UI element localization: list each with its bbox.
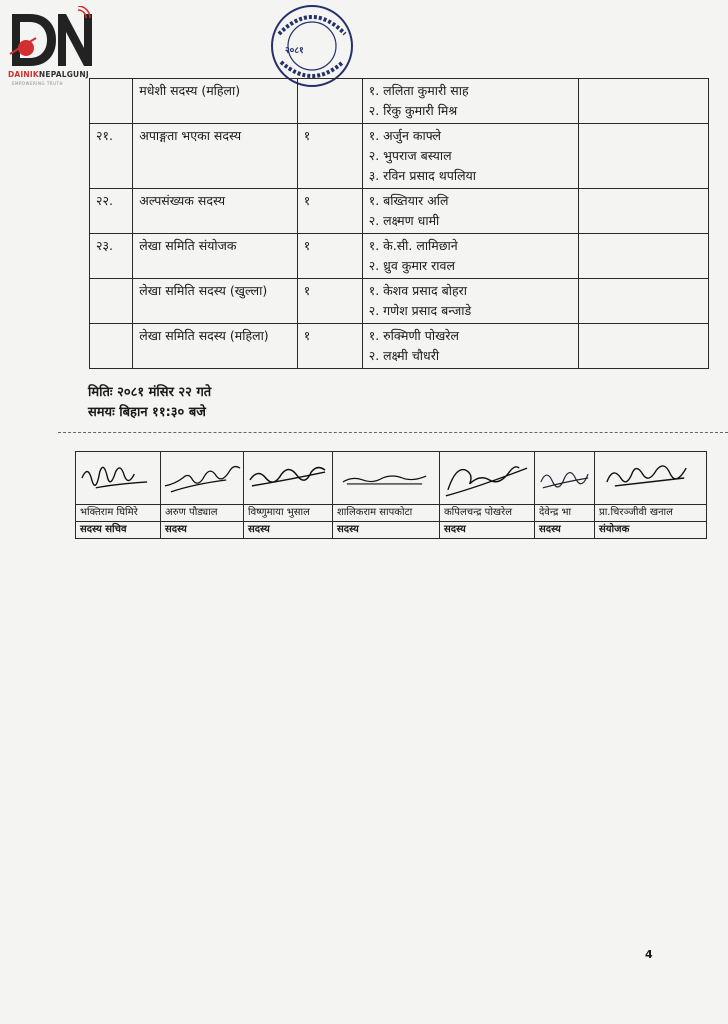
sn-cell <box>90 79 133 124</box>
candidate-name: २. लक्ष्मी चौधरी <box>368 348 440 363</box>
count-cell: १ <box>297 279 362 324</box>
names-cell <box>362 279 578 324</box>
candidate-name: २. रिंकु कुमारी मिश्र <box>368 103 458 118</box>
table-row <box>90 124 709 189</box>
post-cell: अल्पसंख्यक सदस्य <box>133 189 297 234</box>
table-row <box>90 189 709 234</box>
names-cell <box>362 79 578 124</box>
names-cell <box>362 324 578 369</box>
signature-cell <box>161 452 244 505</box>
remarks-cell <box>579 189 709 234</box>
signature-table <box>75 451 707 539</box>
table-row <box>90 234 709 279</box>
signature-icon <box>595 452 706 504</box>
signatory-name: देवेन्द्र भा <box>535 505 595 522</box>
committee-table <box>89 78 709 369</box>
signatory-name: विष्णुमाया भुसाल <box>244 505 333 522</box>
candidate-name: २. ध्रुव कुमार रावल <box>368 258 455 273</box>
logo-tagline: EMPOWERING TRUTH <box>12 81 63 86</box>
site-logo <box>6 6 102 92</box>
signature-icon <box>535 452 594 504</box>
candidate-name: १. रुक्मिणी पोखरेल <box>368 328 459 343</box>
page-number: 4 <box>645 948 653 961</box>
meeting-meta <box>88 383 211 423</box>
signatory-role: संयोजक <box>595 522 707 539</box>
sn-cell <box>90 324 133 369</box>
signatory-name: प्रा.चिरञ्जीवी खनाल <box>595 505 707 522</box>
signatory-role: सदस्य <box>161 522 244 539</box>
post-cell: लेखा समिति संयोजक <box>133 234 297 279</box>
post-cell: लेखा समिति सदस्य (खुल्ला) <box>133 279 297 324</box>
names-cell <box>362 189 578 234</box>
table-row <box>90 324 709 369</box>
count-cell: १ <box>297 234 362 279</box>
remarks-cell <box>579 279 709 324</box>
count-cell: १ <box>297 189 362 234</box>
signature-cell <box>595 452 707 505</box>
remarks-cell <box>579 234 709 279</box>
candidate-name: १. बख्तियार अलि <box>368 193 449 208</box>
logo-wordmark: DAINIKNEPALGUNJ <box>8 70 89 79</box>
signatory-roles-row <box>76 522 707 539</box>
signature-icon <box>161 452 243 504</box>
signature-cell <box>440 452 535 505</box>
count-cell: १ <box>297 124 362 189</box>
signatory-role: सदस्य <box>535 522 595 539</box>
candidate-name: १. के.सी. लामिछाने <box>368 238 458 253</box>
candidate-name: १. ललिता कुमारी साह <box>368 83 469 98</box>
signature-cell <box>76 452 161 505</box>
signature-icon <box>244 452 332 504</box>
signatory-role: सदस्य सचिव <box>76 522 161 539</box>
candidate-name: १. अर्जुन काफ्ले <box>368 128 442 143</box>
sn-cell <box>90 279 133 324</box>
remarks-cell <box>579 124 709 189</box>
signature-cell <box>333 452 440 505</box>
signatory-name: भक्तिराम घिमिरे <box>76 505 161 522</box>
candidate-name: २. गणेश प्रसाद बन्जाडे <box>368 303 472 318</box>
candidate-name: २. लक्ष्मण धामी <box>368 213 440 228</box>
post-cell: अपाङ्गता भएका सदस्य <box>133 124 297 189</box>
sn-cell: २१. <box>90 124 133 189</box>
signature-row <box>76 452 707 505</box>
meeting-time: समयः बिहान ११:३० बजे <box>88 405 206 420</box>
signatory-role: सदस्य <box>440 522 535 539</box>
signatory-names-row <box>76 505 707 522</box>
table-row <box>90 79 709 124</box>
remarks-cell <box>579 79 709 124</box>
stamp-year: २०८१ <box>285 46 304 56</box>
meeting-date: मितिः २०८१ मंसिर २२ गते <box>88 385 212 400</box>
post-cell: लेखा समिति सदस्य (महिला) <box>133 324 297 369</box>
signature-icon <box>76 452 160 504</box>
signature-cell <box>244 452 333 505</box>
signatory-name: शालिकराम सापकोटा <box>333 505 440 522</box>
candidate-name: ३. रविन प्रसाद थपलिया <box>368 168 477 183</box>
signature-cell <box>535 452 595 505</box>
signature-icon <box>333 452 439 504</box>
table-row <box>90 279 709 324</box>
candidate-name: २. भुपराज बस्याल <box>368 148 452 163</box>
remarks-cell <box>579 324 709 369</box>
divider <box>58 432 728 433</box>
names-cell <box>362 234 578 279</box>
sn-cell: २३. <box>90 234 133 279</box>
signatory-name: कपिलचन्द्र पोखरेल <box>440 505 535 522</box>
candidate-name: १. केशव प्रसाद बोहरा <box>368 283 467 298</box>
post-cell: मधेशी सदस्य (महिला) <box>133 79 297 124</box>
signatory-role: सदस्य <box>333 522 440 539</box>
signatory-role: सदस्य <box>244 522 333 539</box>
signatory-name: अरुण पौड्याल <box>161 505 244 522</box>
names-cell <box>362 124 578 189</box>
signature-icon <box>440 452 534 504</box>
sn-cell: २२. <box>90 189 133 234</box>
count-cell <box>297 79 362 124</box>
count-cell: १ <box>297 324 362 369</box>
